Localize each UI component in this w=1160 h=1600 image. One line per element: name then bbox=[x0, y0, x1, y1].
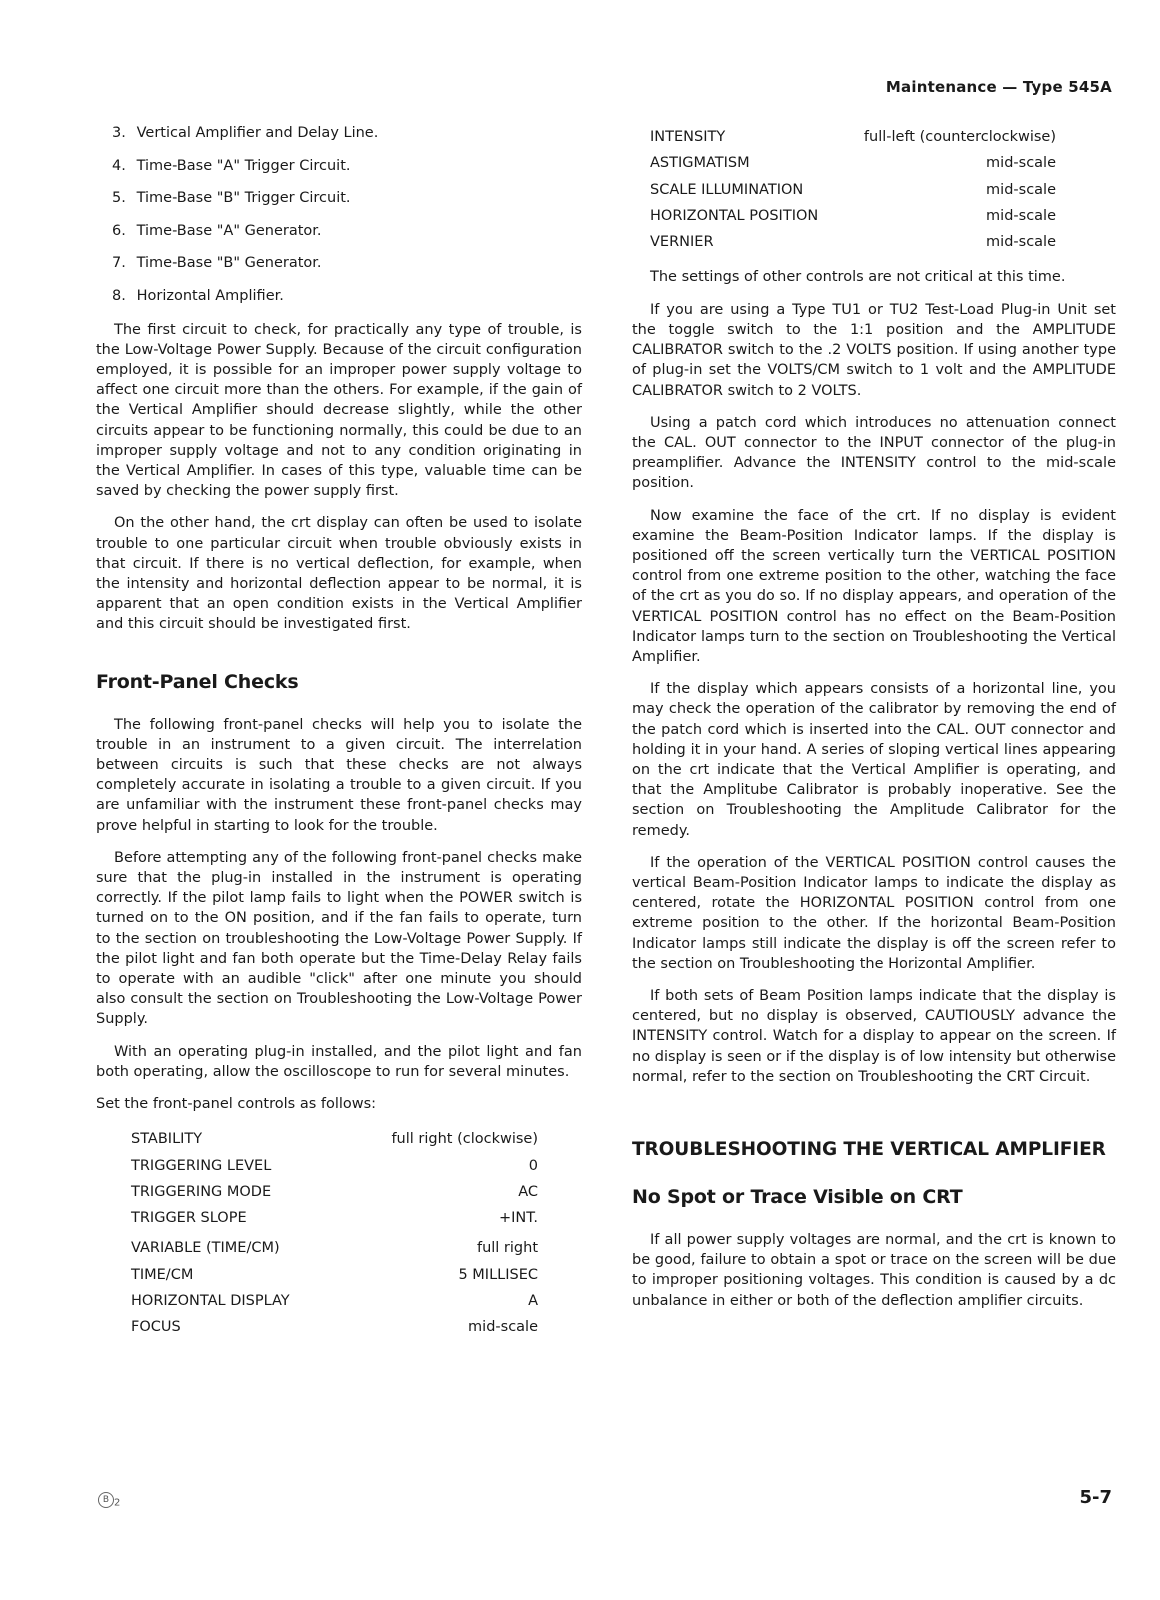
settings-intro: Set the front-panel controls as follows: bbox=[96, 1096, 377, 1113]
setting-row bbox=[131, 1179, 538, 1205]
paragraph: Before attempting any of the following front-panel checks make sure that the plug-in installed in the instrument is operating correctly. If the pilot lamp fails to light when the POWER switch is turned on to the ON position, and if the fan fails to operate, turn to the section on troubleshooting the Low-Voltage Power Supply. If the pilot light and fan both operate but the Time-Delay Relay fails to operate with an audible "click" after one minute you should also consult the section on Troubleshooting the Low-Voltage Power Supply. bbox=[96, 849, 582, 1028]
list-item: 3. Vertical Amplifier and Delay Line. bbox=[112, 125, 379, 141]
paragraph: If both sets of Beam Position lamps indicate that the display is centered, but no display is observed, CAUTIOUSLY advance the INTENSITY control. Watch for a display to appear on the screen. If no display is seen or if the display is of low intensity but otherwise normal, refer to the section on Troubleshooting the CRT Circuit. bbox=[632, 987, 1116, 1085]
right-column bbox=[632, 124, 1116, 1323]
setting-value: full-left (counterclockwise) bbox=[863, 129, 1056, 145]
paragraph: The settings of other controls are not critical at this time. bbox=[650, 269, 1066, 286]
setting-value: +INT. bbox=[498, 1210, 538, 1227]
list-item: 7. Time-Base "B" Generator. bbox=[112, 255, 322, 272]
setting-row bbox=[650, 124, 1056, 150]
setting-row bbox=[131, 1235, 538, 1261]
paragraph: Now examine the face of the crt. If no display is evident examine the Beam-Position Indicator lamps. If the display is positioned off the screen vertically turn the VERTICAL POSITION control from one extreme position to the other, watching the face of the crt as you do so. If no display appears, and operation of the VERTICAL POSITION control has no effect on the Beam-Position Indicator lamps turn to the section on Troubleshooting the Vertical Amplifier. bbox=[632, 507, 1116, 665]
setting-row bbox=[131, 1205, 538, 1231]
paragraph: On the other hand, the crt display can often be used to isolate trouble to one particular circuit when trouble obviously exists in that circuit. If there is no vertical deflection, for example, when the intensity and horizontal deflection appear to be normal, it is apparent that an open condition exists in the Vertical Amplifier and this circuit should be investigated first. bbox=[96, 515, 582, 633]
setting-name: TRIGGERING LEVEL bbox=[131, 1157, 272, 1174]
setting-row bbox=[650, 177, 1056, 203]
setting-value: mid-scale bbox=[986, 155, 1056, 172]
left-column bbox=[96, 124, 582, 1353]
list-item: 8. Horizontal Amplifier. bbox=[112, 287, 284, 304]
circled-letter-icon: B bbox=[98, 1492, 114, 1508]
section-heading-troubleshooting: TROUBLESHOOTING THE VERTICAL AMPLIFIER bbox=[632, 1139, 1106, 1160]
setting-value: full right bbox=[476, 1240, 538, 1257]
setting-row bbox=[131, 1153, 538, 1179]
settings-list-c bbox=[632, 124, 1056, 255]
list-item: 6. Time-Base "A" Generator. bbox=[112, 222, 322, 239]
setting-name: FOCUS bbox=[131, 1319, 181, 1336]
setting-name: STABILITY bbox=[131, 1131, 203, 1148]
numbered-list bbox=[96, 124, 582, 305]
paragraph: If the display which appears consists of a horizontal line, you may check the operation of the calibrator by removing the end of the patch cord which is inserted into the CAL. OUT connector and holding it in your hand. A series of sloping vertical lines appearing on the crt indicate that the Vertical Amplifier is operating, and that the Amplitube Calibrator is probably inoperative. See the section on Troubleshooting the Amplitude Calibrator for the remedy. bbox=[632, 681, 1116, 839]
setting-name: VARIABLE (TIME/CM) bbox=[131, 1240, 280, 1257]
settings-list-a bbox=[96, 1126, 538, 1340]
setting-value: 5 MILLISEC bbox=[458, 1266, 538, 1283]
setting-row bbox=[650, 203, 1056, 229]
setting-row bbox=[131, 1314, 538, 1340]
setting-name: TRIGGER SLOPE bbox=[131, 1210, 247, 1227]
printer-mark: B $_2$ bbox=[98, 1491, 120, 1508]
setting-name: INTENSITY bbox=[650, 129, 726, 145]
paragraph: If all power supply voltages are normal, and the crt is known to be good, failure to obtain a spot or trace on the screen will be due to improper positioning voltages. This condition is caused by a dc unbalance in either or both of the deflection amplifier circuits. bbox=[632, 1232, 1116, 1309]
paragraph: Using a patch cord which introduces no attenuation connect the CAL. OUT connector to the INPUT connector of the plug-in preamplifier. Advance the INTENSITY control to the mid-scale position. bbox=[632, 414, 1116, 492]
subsection-heading: No Spot or Trace Visible on CRT bbox=[632, 1186, 963, 1208]
paragraph: The first circuit to check, for practically any type of trouble, is the Low-Voltage Power Supply. Because of the circuit configuration employed, it is possible for an improper power supply voltage to affect one circuit more than the others. For example, if the gain of the Vertical Amplifier should decrease slightly, while the other circuits appear to be functioning normally, this could be due to an improper supply voltage and not to any condition originating in the Vertical Amplifier. In cases of this type, valuable time can be saved by checking the power supply first. bbox=[96, 321, 582, 500]
setting-row bbox=[650, 229, 1056, 255]
setting-row bbox=[131, 1288, 538, 1314]
setting-value: 0 bbox=[528, 1157, 538, 1174]
setting-value: full right (clockwise) bbox=[391, 1131, 538, 1148]
list-item: 4. Time-Base "A" Trigger Circuit. bbox=[112, 157, 351, 174]
setting-value: mid-scale bbox=[468, 1319, 538, 1336]
setting-value: A bbox=[528, 1293, 538, 1310]
setting-name: HORIZONTAL POSITION bbox=[650, 207, 819, 224]
setting-value: mid-scale bbox=[986, 234, 1056, 251]
setting-name: SCALE ILLUMINATION bbox=[650, 181, 804, 198]
setting-row bbox=[131, 1262, 538, 1288]
setting-name: TRIGGERING MODE bbox=[131, 1183, 272, 1200]
paragraph: With an operating plug-in installed, and the pilot light and fan both operating, allow the oscilloscope to run for several minutes. bbox=[96, 1043, 582, 1080]
setting-name: VERNIER bbox=[650, 234, 714, 251]
setting-row bbox=[650, 150, 1056, 176]
setting-row bbox=[131, 1126, 538, 1152]
setting-name: TIME/CM bbox=[131, 1266, 194, 1283]
setting-value: AC bbox=[518, 1183, 538, 1200]
paragraph: If the operation of the VERTICAL POSITION control causes the vertical Beam-Position Indicator lamps to indicate the display as centered, rotate the HORIZONTAL POSITION control from one extreme position to the other. If the horizontal Beam-Position Indicator lamps still indicate the display is off the screen refer to the section on Troubleshooting the Horizontal Amplifier. bbox=[632, 854, 1116, 972]
setting-name: HORIZONTAL DISPLAY bbox=[131, 1293, 290, 1310]
section-heading-front-panel: Front-Panel Checks bbox=[96, 670, 299, 693]
page-number: 5-7 bbox=[1079, 1487, 1112, 1508]
setting-name: ASTIGMATISM bbox=[650, 155, 750, 172]
paragraph: The following front-panel checks will help you to isolate the trouble in an instrument to a given circuit. The interrelation between circuits is such that these checks are not always completely accurate in isolating a trouble to a given circuit. If you are unfamiliar with the instrument these front-panel checks may prove helpful in starting to look for the trouble. bbox=[96, 716, 582, 834]
setting-value: mid-scale bbox=[986, 207, 1056, 224]
running-header: Maintenance — Type 545A bbox=[885, 78, 1112, 96]
setting-value: mid-scale bbox=[986, 181, 1056, 198]
paragraph: If you are using a Type TU1 or TU2 Test-Load Plug-in Unit set the toggle switch to the 1:1 position and the AMPLITUDE CALIBRATOR switch to the .2 VOLTS position. If using another type of plug-in set the VOLTS/CM switch to 1 volt and the AMPLITUDE CALIBRATOR switch to 2 VOLTS. bbox=[632, 301, 1116, 399]
list-item: 5. Time-Base "B" Trigger Circuit. bbox=[112, 190, 351, 207]
